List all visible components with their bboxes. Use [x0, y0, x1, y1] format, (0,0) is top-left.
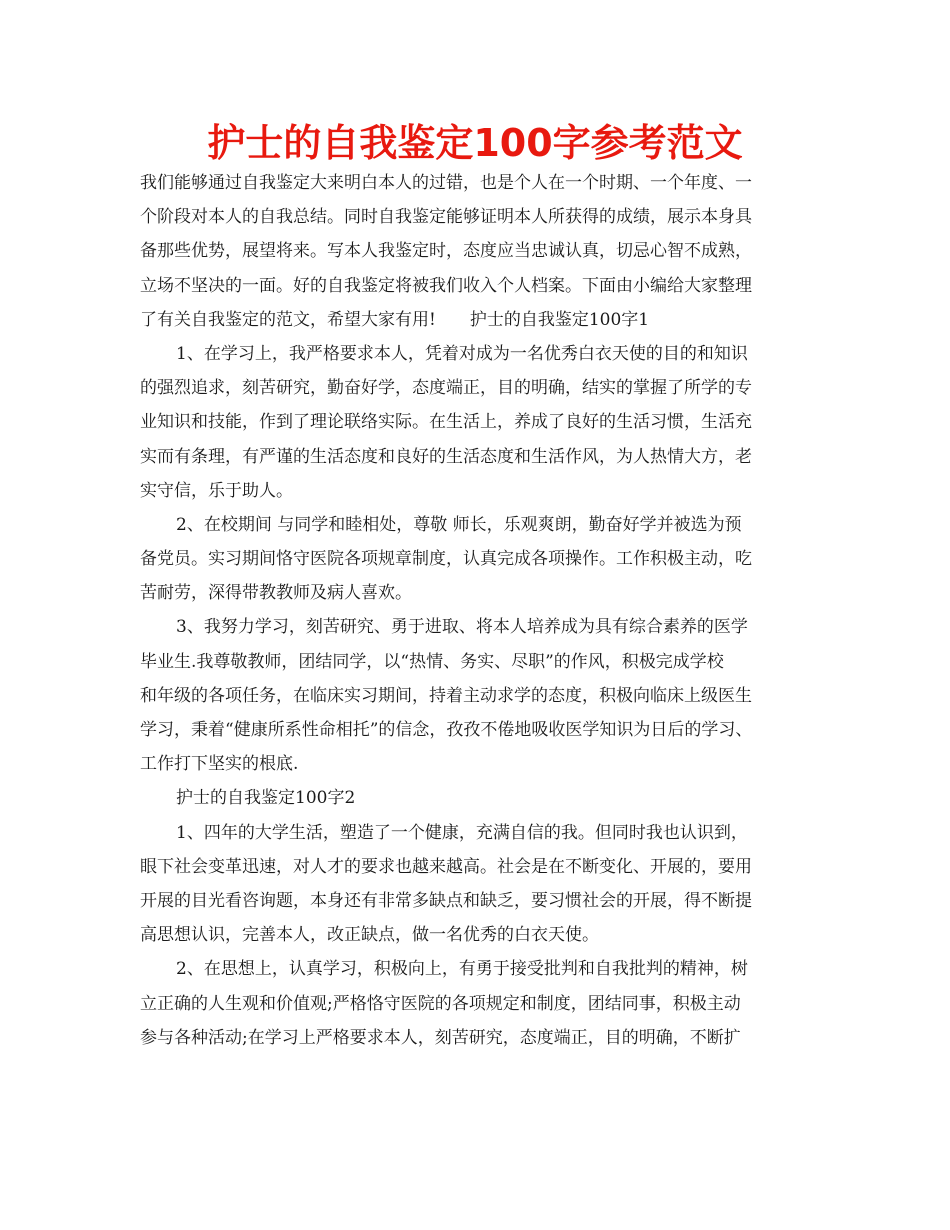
text-line: 和年级的各项任务，在临床实习期间，持着主动求学的态度，积极向临床上级医生	[140, 685, 752, 706]
text-line: 备党员。实习期间恪守医院各项规章制度，认真完成各项操作。工作积极主动，吃	[140, 549, 752, 570]
text-line: 学习，秉着“健康所系性命相托”的信念，孜孜不倦地吸收医学知识为日后的学习、	[140, 720, 753, 740]
text-line: 我们能够通过自我鉴定大来明白本人的过错，也是个人在一个时期、一个年度、一	[140, 173, 752, 193]
paragraph	[140, 952, 832, 1055]
paragraph	[140, 610, 832, 781]
text-line: 护士的自我鉴定100字2	[176, 788, 356, 809]
paragraph	[140, 337, 832, 508]
document-title: 护士的自我鉴定100字参考范文	[207, 121, 743, 165]
text-line: 立正确的人生观和价值观;严格恪守医院的各项规定和制度，团结同事，积极主动	[140, 993, 741, 1014]
paragraph	[140, 508, 832, 611]
text-line: 1、在学习上，我严格要求本人，凭着对成为一名优秀白衣天使的目的和知识	[176, 343, 748, 364]
text-line: 1、四年的大学生活，塑造了一个健康，充满自信的我。但同时我也认识到，	[176, 822, 748, 843]
text-line: 3、我努力学习，刻苦研究、勇于进取、将本人培养成为具有综合素养的医学	[176, 617, 748, 638]
text-line: 立场不坚决的一面。好的自我鉴定将被我们收入个人档案。下面由小编给大家整理	[140, 275, 752, 296]
text-line: 工作打下坚实的根底.	[140, 754, 299, 775]
text-line: 2、在校期间 与同学和睦相处，尊敬 师长，乐观爽朗，勤奋好学并被选为预	[176, 514, 742, 535]
text-line: 个阶段对本人的自我总结。同时自我鉴定能够证明本人所获得的成绩，展示本身具	[140, 207, 752, 228]
text-line: 苦耐劳，深得带教教师及病人喜欢。	[140, 583, 412, 604]
paragraph	[140, 781, 832, 815]
text-line: 参与各种活动;在学习上严格要求本人，刻苦研究，态度端正，目的明确，不断扩	[140, 1027, 741, 1048]
text-line: 实守信，乐于助人。	[140, 480, 293, 501]
text-line: 业知识和技能，作到了理论联络实际。在生活上，养成了良好的生活习惯，生活充	[140, 412, 752, 433]
paragraph	[140, 166, 832, 337]
text-line: 高思想认识，完善本人，改正缺点，做一名优秀的白衣天使。	[140, 925, 599, 946]
text-line: 毕业生.我尊敬教师，团结同学，以“热情、务实、尽职”的作风，积极完成学校	[140, 651, 724, 672]
text-line: 的强烈追求，刻苦研究，勤奋好学，态度端正，目的明确，结实的掌握了所学的专	[140, 378, 752, 399]
text-line: 了有关自我鉴定的范文，希望大家有用! 护士的自我鉴定100字1	[140, 309, 650, 330]
text-line: 2、在思想上，认真学习，积极向上，有勇于接受批判和自我批判的精神，树	[176, 959, 748, 980]
document-body	[140, 166, 832, 1055]
paragraph	[140, 816, 832, 953]
text-line: 眼下社会变革迅速，对人才的要求也越来越高。社会是在不断变化、开展的，要用	[140, 856, 752, 877]
text-line: 备那些优势，展望将来。写本人我鉴定时，态度应当忠诚认真，切忌心智不成熟，	[140, 241, 752, 262]
text-line: 开展的目光看咨询题，本身还有非常多缺点和缺乏，要习惯社会的开展，得不断提	[140, 890, 752, 911]
text-line: 实而有条理，有严谨的生活态度和良好的生活态度和生活作风，为人热情大方，老	[140, 446, 752, 467]
